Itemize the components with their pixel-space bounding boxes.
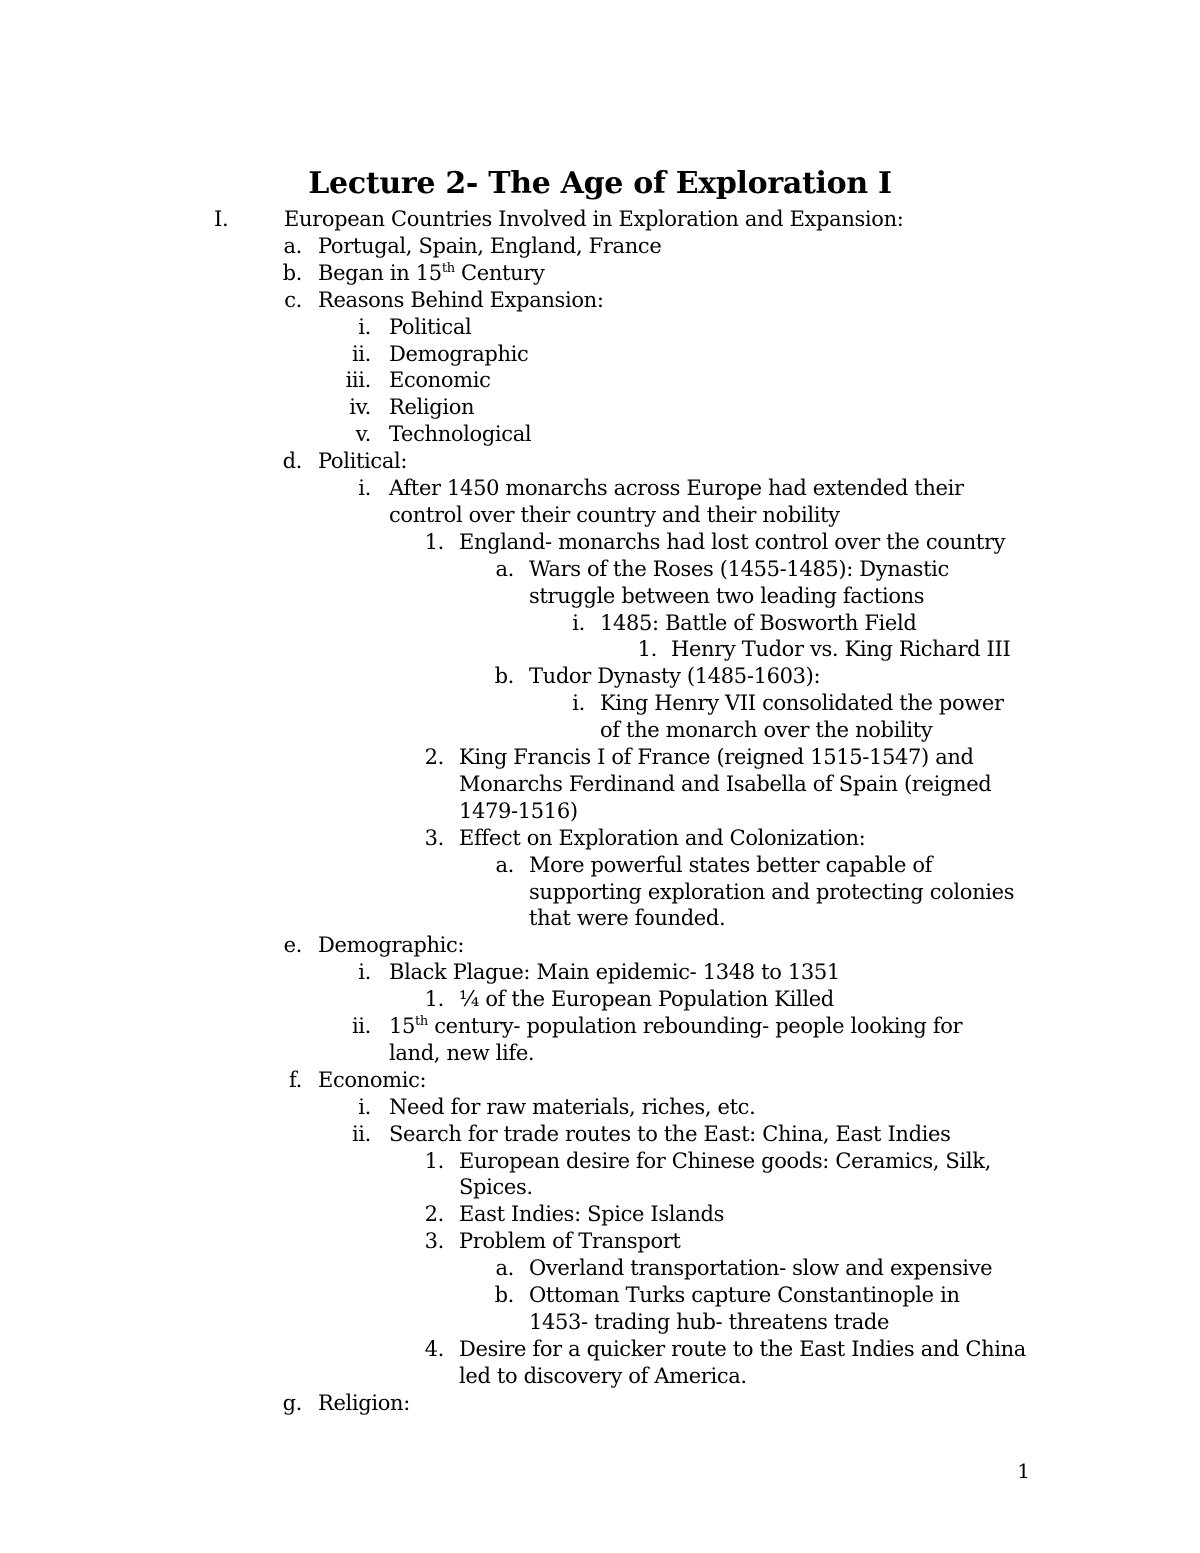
outline-line xyxy=(0,663,1200,690)
outline-text: Demographic: xyxy=(318,933,465,958)
outline-marker: 4. xyxy=(424,1336,444,1361)
outline-text: Economic: xyxy=(318,1067,427,1092)
outline-text: 1485: Battle of Bosworth Field xyxy=(600,610,917,635)
outline-line xyxy=(0,771,1200,798)
outline-text: that were founded. xyxy=(529,906,726,931)
outline-line xyxy=(0,1309,1200,1336)
outline-text: Political: xyxy=(318,449,408,474)
outline-text: control over their country and their nobility xyxy=(389,502,840,527)
outline-text: Monarchs Ferdinand and Isabella of Spain (reigned xyxy=(459,771,992,796)
outline-marker: a. xyxy=(495,852,514,877)
outline-line xyxy=(0,502,1200,529)
outline-text: European Countries Involved in Exploration and Expansion: xyxy=(284,207,904,231)
outline-text: Portugal, Spain, England, France xyxy=(318,233,662,258)
outline-marker: ii. xyxy=(351,341,371,366)
outline-text: ¼ of the European Population Killed xyxy=(459,987,834,1012)
outline-line xyxy=(0,556,1200,583)
outline-text: More powerful states better capable of xyxy=(529,852,933,877)
outline-line xyxy=(0,1390,1200,1417)
outline-line xyxy=(0,1094,1200,1121)
outline-line xyxy=(0,1201,1200,1228)
outline-text: of the monarch over the nobility xyxy=(600,718,933,743)
outline-marker: iv. xyxy=(349,395,371,420)
outline-marker: b. xyxy=(282,260,302,285)
outline-text: After 1450 monarchs across Europe had extended their xyxy=(389,476,964,500)
outline-marker: i. xyxy=(358,314,371,339)
outline-marker: a. xyxy=(283,233,302,258)
outline-line xyxy=(0,1148,1200,1175)
outline-line xyxy=(0,260,1200,287)
outline-text: Political xyxy=(389,314,472,339)
outline-line xyxy=(0,1228,1200,1255)
outline-marker: 2. xyxy=(424,1202,444,1227)
outline-line xyxy=(0,394,1200,421)
outline-text: England- monarchs had lost control over the country xyxy=(459,529,1006,554)
outline-line xyxy=(0,825,1200,852)
outline-line xyxy=(0,986,1200,1013)
outline-line xyxy=(0,717,1200,744)
outline-marker: g. xyxy=(282,1390,302,1415)
outline-line xyxy=(0,744,1200,771)
outline-text: land, new life. xyxy=(389,1040,535,1065)
outline-line xyxy=(0,421,1200,448)
outline-line xyxy=(0,1121,1200,1148)
outline-marker: 1. xyxy=(637,637,657,662)
outline-marker: 1. xyxy=(424,529,444,554)
outline-text: Spices. xyxy=(459,1175,533,1200)
outline-text: Desire for a quicker route to the East Indies and China xyxy=(459,1336,1026,1361)
outline-marker: d. xyxy=(282,449,302,474)
outline-line xyxy=(0,959,1200,986)
outline-marker: 2. xyxy=(424,745,444,769)
outline-line xyxy=(0,1013,1200,1040)
outline-text: Effect on Exploration and Colonization: xyxy=(459,825,866,850)
outline-marker: 1. xyxy=(424,1148,444,1173)
outline-line xyxy=(0,1040,1200,1067)
outline-text: Religion: xyxy=(318,1390,410,1415)
outline-marker: i. xyxy=(572,691,585,716)
outline-text: Technological xyxy=(389,422,532,447)
outline-text: Began in 15th Century xyxy=(318,260,545,285)
outline-line xyxy=(0,852,1200,879)
outline-line xyxy=(0,287,1200,314)
outline-text: Overland transportation- slow and expensive xyxy=(529,1256,993,1281)
outline-marker: i. xyxy=(358,1094,371,1119)
outline-line xyxy=(0,932,1200,959)
outline-marker: 3. xyxy=(424,825,444,850)
outline-marker: 3. xyxy=(424,1229,444,1254)
outline-text: Reasons Behind Expansion: xyxy=(318,287,604,312)
outline-text: Search for trade routes to the East: China, East Indies xyxy=(389,1121,951,1146)
outline-text: 1453- trading hub- threatens trade xyxy=(529,1309,890,1334)
outline-line xyxy=(0,529,1200,556)
outline-line xyxy=(0,1067,1200,1094)
outline-text: 15th century- population rebounding- people looking for xyxy=(389,1014,963,1038)
outline-text: Need for raw materials, riches, etc. xyxy=(389,1094,756,1119)
page-number: 1 xyxy=(1017,1459,1030,1483)
outline-line xyxy=(0,1282,1200,1309)
outline-line xyxy=(0,1363,1200,1390)
outline-marker: iii. xyxy=(345,368,371,393)
outline-text: 1479-1516) xyxy=(459,798,578,823)
outline-line xyxy=(0,690,1200,717)
outline-line xyxy=(0,314,1200,341)
outline-line xyxy=(0,233,1200,260)
outline-marker: 1. xyxy=(424,987,444,1012)
outline-line xyxy=(0,1255,1200,1282)
outline-marker: e. xyxy=(283,933,302,958)
outline-line xyxy=(0,367,1200,394)
outline-text: Wars of the Roses (1455-1485): Dynastic xyxy=(529,556,949,581)
outline-marker: c. xyxy=(284,287,302,312)
outline-marker: i. xyxy=(572,610,585,635)
outline-line xyxy=(0,1174,1200,1201)
outline-line xyxy=(0,636,1200,663)
outline-line xyxy=(0,879,1200,906)
outline-line xyxy=(0,610,1200,637)
outline-line xyxy=(0,905,1200,932)
outline-marker: b. xyxy=(494,1283,514,1307)
outline-text: King Francis I of France (reigned 1515-1547) and xyxy=(459,745,974,769)
outline-text: Problem of Transport xyxy=(459,1229,681,1254)
outline-line xyxy=(0,206,1200,233)
outline-text: Ottoman Turks capture Constantinople in xyxy=(529,1283,960,1307)
outline-line xyxy=(0,475,1200,502)
outline-marker: a. xyxy=(495,1256,514,1281)
outline-marker: ii. xyxy=(351,1121,371,1146)
outline-text: Demographic xyxy=(389,341,529,366)
lecture-title: Lecture 2- The Age of Exploration I xyxy=(308,166,892,201)
outline-text: European desire for Chinese goods: Ceramics, Silk, xyxy=(459,1148,991,1173)
outline-text: East Indies: Spice Islands xyxy=(459,1202,725,1227)
outline-marker: a. xyxy=(495,556,514,581)
outline-marker: i. xyxy=(358,476,371,500)
outline-text: led to discovery of America. xyxy=(459,1363,747,1388)
outline-marker: i. xyxy=(358,960,371,985)
outline-text: Religion xyxy=(389,395,475,420)
outline-text: struggle between two leading factions xyxy=(529,583,925,608)
outline-line xyxy=(0,448,1200,475)
outline-text: King Henry VII consolidated the power xyxy=(600,691,1004,716)
outline-text: Henry Tudor vs. King Richard III xyxy=(671,637,1011,662)
outline-marker: I. xyxy=(214,207,229,231)
outline-line xyxy=(0,798,1200,825)
outline-text: supporting exploration and protecting colonies xyxy=(529,879,1015,904)
outline-marker: ii. xyxy=(351,1014,371,1038)
outline-marker: v. xyxy=(355,422,371,447)
outline-text: Black Plague: Main epidemic- 1348 to 1351 xyxy=(389,960,840,985)
outline-text: Economic xyxy=(389,368,491,393)
outline-line xyxy=(0,1336,1200,1363)
outline-marker: f. xyxy=(289,1067,302,1092)
outline-line xyxy=(0,583,1200,610)
outline-marker: b. xyxy=(494,664,514,689)
outline-text: Tudor Dynasty (1485-1603): xyxy=(529,664,821,689)
outline-line xyxy=(0,341,1200,368)
